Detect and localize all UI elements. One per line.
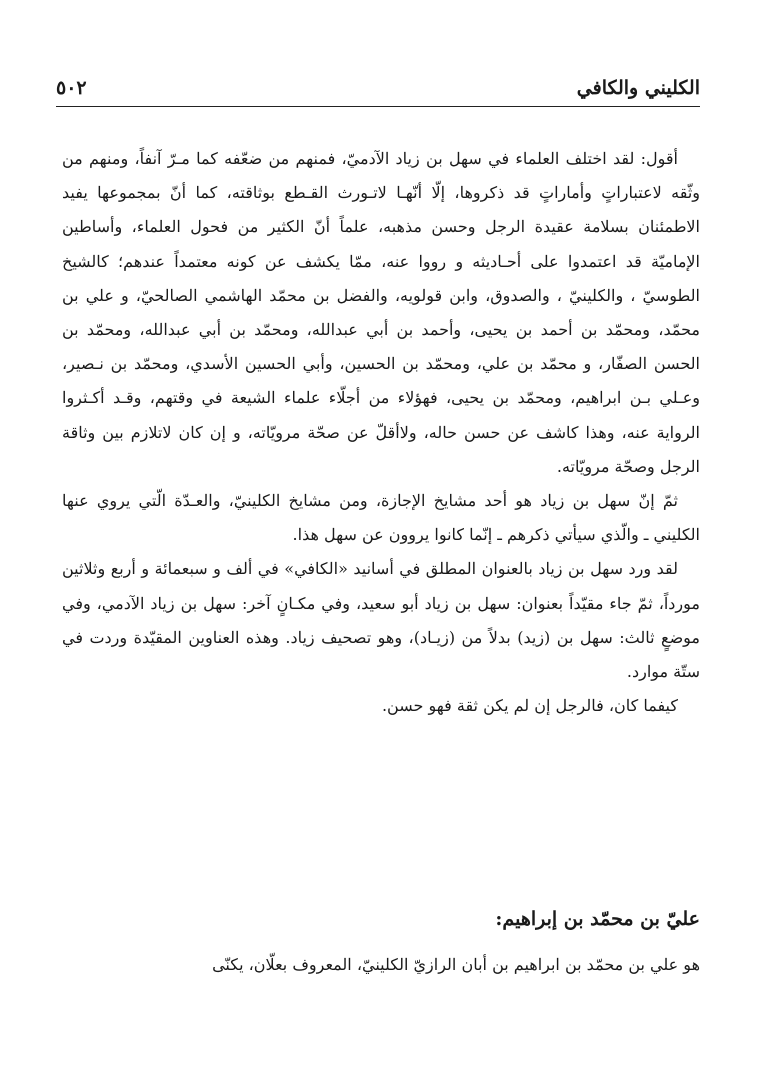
page-number: ٥٠٢ [56, 77, 87, 99]
paragraph: أقول: لقد اختلف العلماء في سهل بن زياد الآدميّ، فمنهم من ضعّفه كما مـرّ آنفاً، ومنهم من وثّقه لاعتباراتٍ وأماراتٍ قد ذكروها، إلّا أنّهـا لاتـورث القـطع بوثاقته، كما أنّ بمجموعها يفيد الاطمئنان بسلامة عقيدة الرجل وحسن مذهبه، علماً أنّ الكثير من فحول العلماء، وأساطين الإماميّة قد اعتمدوا على أحـاديثه و رووا عنه، ممّا يكشف عن كونه معتمداً عندهم؛ كالشيخ الطوسيّ ، والكلينيّ ، والصدوق، وابن قولويه، والفضل بن محمّد الهاشمي الصالحيّ، و علي بن محمّد، ومحمّد بن أحمد بن يحيى، وأحمد بن أبي عبدالله، ومحمّد بن أبي عبدالله، ومحمّد بن الحسن الصفّار، و محمّد بن علي، ومحمّد بن الحسين، وأبي الحسين الأسدي، ومحمّد بن نـصير، وعـلي بـن ابراهيم، ومحمّد بن يحيى، فهؤلاء من أجلّاء علماء الشيعة في وقتهم، وقـد أكـثروا الرواية عنه، وهذا كاشف عن حسن حاله، ولاأقلّ عن صحّة مرويّاته، و إن كان لاتلازم بين وثاقة الرجل وصحّة مرويّاته. [62, 149, 700, 476]
running-header [56, 74, 700, 104]
paragraph: كيفما كان، فالرجل إن لم يكن ثقة فهو حسن. [381, 696, 678, 716]
main-text [62, 142, 700, 723]
paragraph: هو علي بن محمّد بن ابراهيم بن أبان الرازيّ الكلينيّ، المعروف بعلّان، يكنّى [212, 955, 700, 974]
header-title: الكليني والكافي [576, 77, 700, 99]
section-heading: عليّ بن محمّد بن إبراهيم: [495, 908, 700, 930]
section-body [62, 948, 700, 982]
paragraph: ثمّ إنّ سهل بن زياد هو أحد مشايخ الإجازة، ومن مشايخ الكلينيّ، والعـدّة الّتي يروي عنها الكليني ـ والّذي سيأتي ذكرهم ـ إنّما كانوا يروون عن سهل هذا. [62, 491, 700, 545]
header-divider [56, 106, 700, 107]
paragraph: لقد ورد سهل بن زياد بالعنوان المطلق في أسانيد «الكافي» في ألف و سبعمائة و أربع وثلاثين مورداً، ثمّ جاء مقيّداً بعنوان: سهل بن زياد أبو سعيد، وفي مكـانٍ آخر: سهل بن زياد الآدمي، وفي موضعٍ ثالث: سهل بن (زيد) بدلاً من (زيـاد)، وهو تصحيف زياد. وهذه العناوين المقيّدة وردت في ستّة موارد. [62, 559, 700, 682]
